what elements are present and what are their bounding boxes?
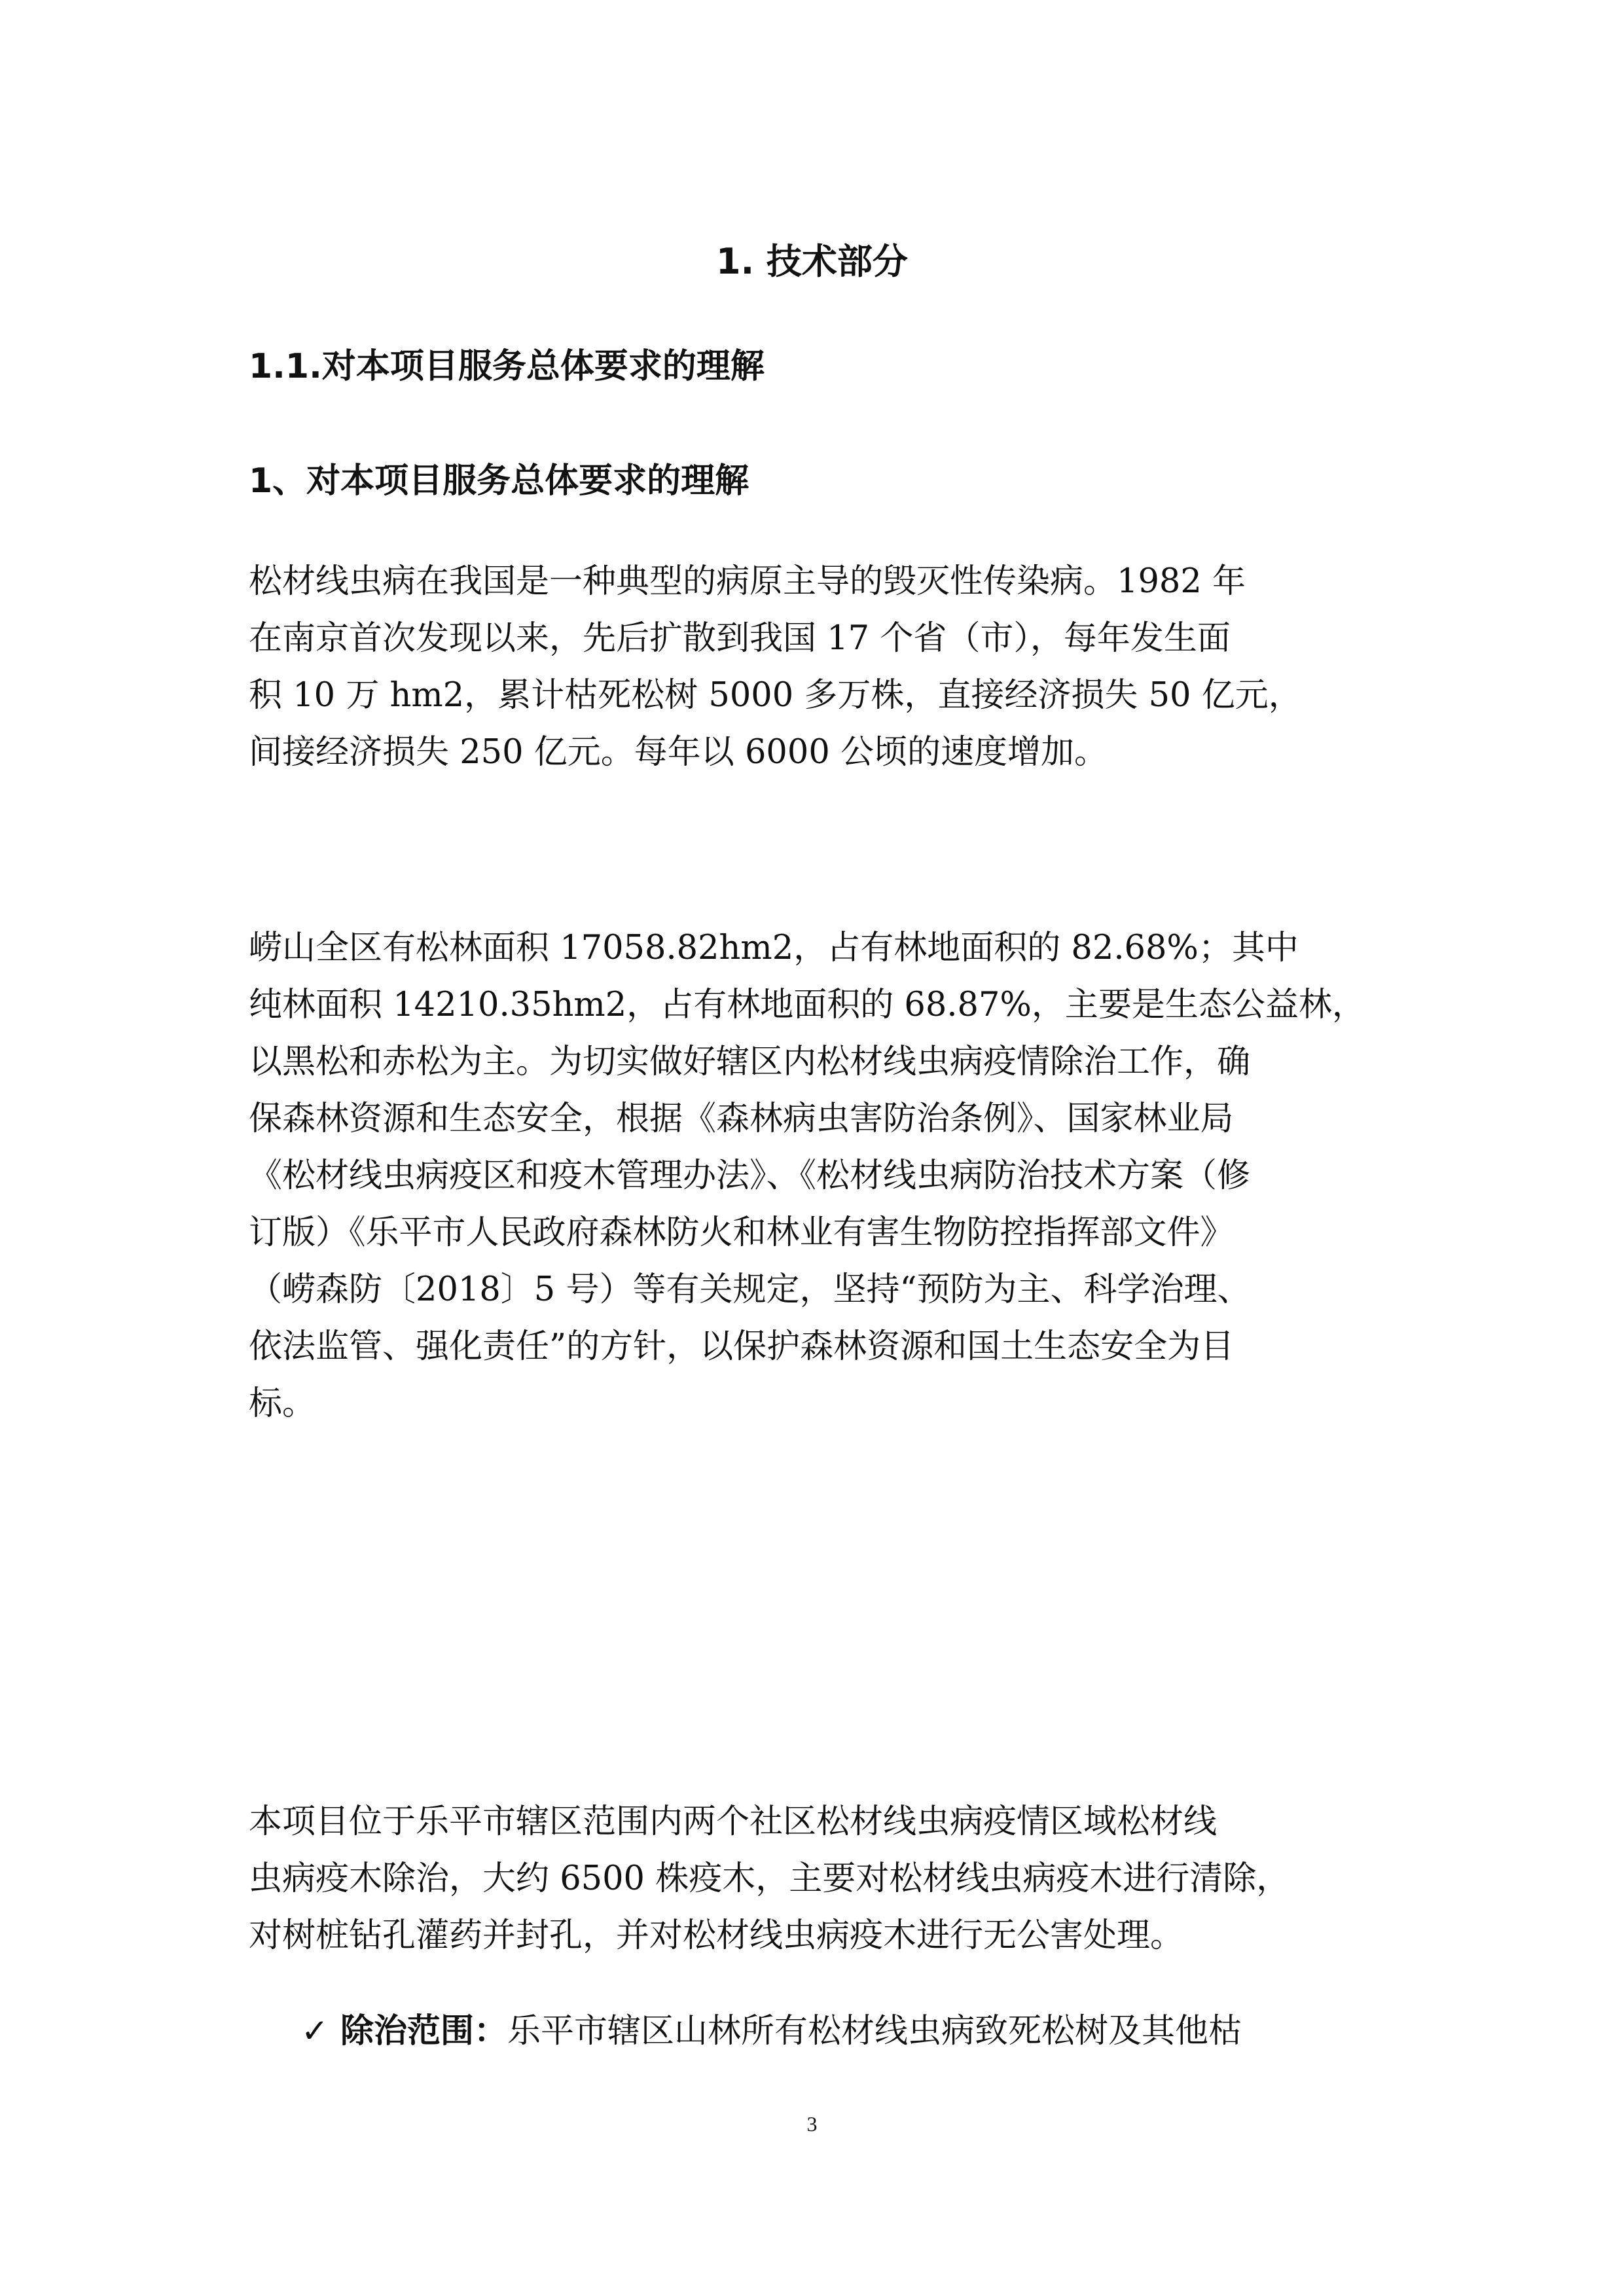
- paragraph-line: 在南京首次发现以来，先后扩散到我国 17 个省（市），每年发生面: [249, 619, 1231, 658]
- paragraph-line: 依法监管、强化责任”的方针，以保护森林资源和国土生态安全为目: [249, 1327, 1235, 1366]
- paragraph-line: （崂森防〔2018〕5 号）等有关规定，坚持“预防为主、科学治理、: [249, 1270, 1251, 1309]
- heading-sub: 1、对本项目服务总体要求的理解: [249, 461, 749, 501]
- paragraph-laoshan: [249, 920, 1388, 1432]
- bullet-label: 除治范围：: [340, 2012, 508, 2051]
- paragraph-line: 以黑松和赤松为主。为切实做好辖区内松材线虫病疫情除治工作，确: [249, 1043, 1251, 1081]
- bullet-text: 乐平市辖区山林所有松材线虫病致死松树及其他枯: [507, 2012, 1242, 2051]
- paragraph-line: 虫病疫木除治，大约 6500 株疫木，主要对松材线虫病疫木进行清除，: [249, 1859, 1290, 1898]
- bullet-treatment-scope: [301, 2003, 1242, 2060]
- paragraph-line: 积 10 万 hm2，累计枯死松树 5000 多万株，直接经济损失 50 亿元，: [249, 676, 1302, 715]
- paragraph-line: 间接经济损失 250 亿元。每年以 6000 公顷的速度增加。: [249, 733, 1108, 772]
- paragraph-line: 崂山全区有松林面积 17058.82hm2，占有林地面积的 82.68%；其中: [249, 929, 1299, 967]
- paragraph-line: 标。: [249, 1384, 316, 1423]
- paragraph-line: 《松材线虫病疫区和疫木管理办法》、《松材线虫病防治技术方案（修: [249, 1157, 1251, 1195]
- paragraph-line: 本项目位于乐平市辖区范围内两个社区松材线虫病疫情区域松材线: [249, 1803, 1218, 1841]
- paragraph-line: 订版）《乐平市人民政府森林防火和林业有害生物防控指挥部文件》: [249, 1213, 1234, 1252]
- paragraph-project-scope: [249, 1793, 1388, 1964]
- paragraph-line: 对树桩钻孔灌药并封孔，并对松材线虫病疫木进行无公害处理。: [249, 1916, 1184, 1955]
- section-title: 1. 技术部分: [716, 241, 908, 282]
- page-number: 3: [806, 2112, 818, 2136]
- heading-1-1: 1.1.对本项目服务总体要求的理解: [249, 347, 765, 386]
- paragraph-line: 保森林资源和生态安全，根据《森林病虫害防治条例》、国家林业局: [249, 1100, 1234, 1138]
- paragraph-line: 松材线虫病在我国是一种典型的病原主导的毁灭性传染病。1982 年: [249, 562, 1246, 601]
- paragraph-background: [249, 553, 1388, 781]
- paragraph-line: 纯林面积 14210.35hm2，占有林地面积的 68.87%，主要是生态公益林，: [249, 986, 1365, 1024]
- checkmark-icon: ✓: [301, 2012, 329, 2050]
